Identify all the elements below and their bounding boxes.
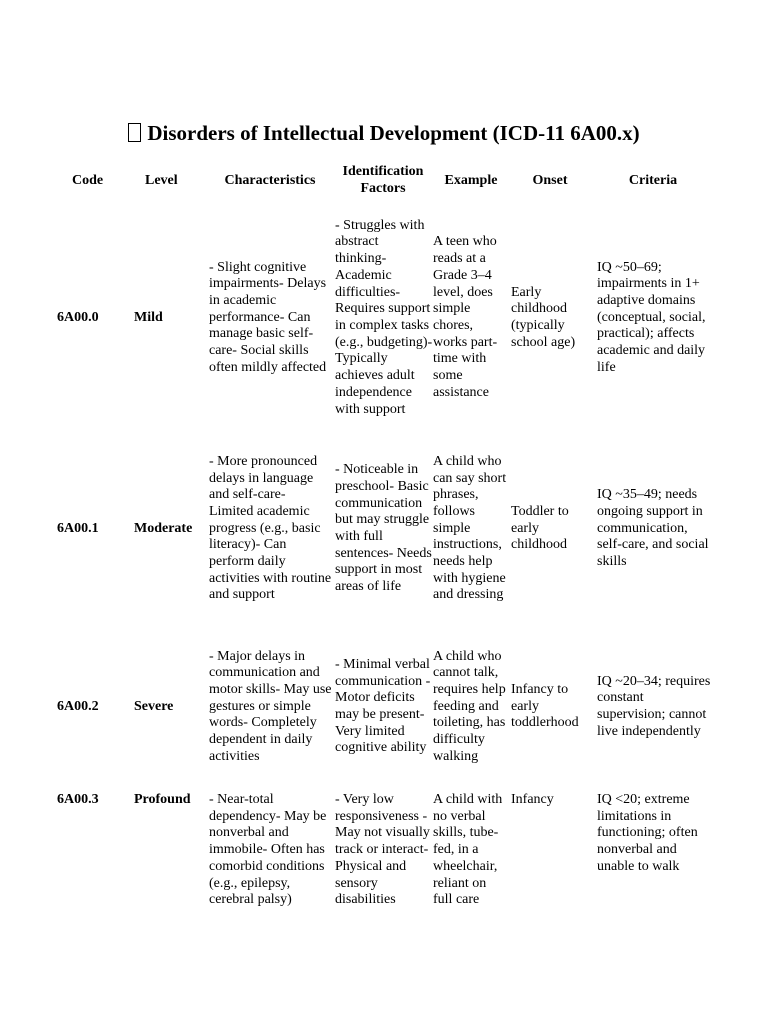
row-identification-factors: - Minimal verbal communication - Motor deficits may be present- Very limited cognitive ability bbox=[335, 656, 431, 756]
row-criteria: IQ ~35–49; needs ongoing support in communication, self-care, and social skills bbox=[597, 487, 709, 570]
row-onset: Infancy to early toddlerhood bbox=[511, 681, 579, 731]
header-level: Level bbox=[145, 172, 178, 188]
row-characteristics: - More pronounced delays in language and self-care- Limited academic progress (e.g., basic literacy)- Can perform daily activities with routine and support bbox=[209, 453, 332, 603]
header-characteristics: Characteristics bbox=[224, 172, 316, 188]
row-example: A child who can say short phrases, follows simple instructions, needs help with hygiene and dressing bbox=[433, 453, 507, 603]
row-criteria: IQ ~20–34; requires constant supervision; cannot live independently bbox=[597, 673, 711, 739]
row-onset: Infancy bbox=[511, 792, 554, 807]
header-onset: Onset bbox=[532, 172, 568, 188]
row-identification-factors: - Very low responsiveness - May not visually track or interact- Physical and sensory disabilities bbox=[335, 792, 430, 908]
header-code: Code bbox=[72, 172, 104, 188]
row-characteristics: - Slight cognitive impairments- Delays in academic performance- Can manage basic self-care- Social skills often mildly affected bbox=[209, 259, 327, 375]
row-code: 6A00.1 bbox=[57, 520, 99, 536]
row-example: A teen who reads at a Grade 3–4 level, does simple chores, works part-time with some assistance bbox=[433, 234, 498, 400]
table-row bbox=[55, 200, 715, 436]
table-row bbox=[55, 792, 715, 909]
disorders-table bbox=[55, 164, 715, 909]
row-characteristics: - Near-total dependency- May be nonverbal and immobile- Often has comorbid conditions (e.g., epilepsy, cerebral palsy) bbox=[209, 792, 327, 908]
page-title bbox=[0, 119, 768, 147]
row-criteria: IQ <20; extreme limitations in functioning; often nonverbal and unable to walk bbox=[597, 792, 698, 874]
row-level: Profound bbox=[134, 792, 191, 807]
table-header bbox=[55, 164, 715, 200]
row-code: 6A00.0 bbox=[57, 309, 99, 325]
row-code: 6A00.3 bbox=[57, 792, 99, 807]
page-title-text: Disorders of Intellectual Development (ICD-11 6A00.x) bbox=[147, 121, 640, 145]
row-level: Severe bbox=[134, 698, 174, 714]
header-example: Example bbox=[444, 172, 498, 188]
row-criteria: IQ ~50–69; impairments in 1+ adaptive domains (conceptual, social, practical); affects academic and daily life bbox=[597, 259, 706, 375]
table-row bbox=[55, 622, 715, 792]
row-onset: Early childhood (typically school age) bbox=[511, 284, 576, 350]
row-onset: Toddler to early childhood bbox=[511, 503, 569, 553]
row-identification-factors: - Struggles with abstract thinking- Academic difficulties- Requires support in complex tasks (e.g., budgeting)- Typically achieves adult independence with support bbox=[335, 217, 433, 417]
row-identification-factors: - Noticeable in preschool- Basic communication but may struggle with full sentences- Needs support in most areas of life bbox=[335, 462, 432, 595]
row-example: A child with no verbal skills, tube-fed, in a wheelchair, reliant on full care bbox=[433, 792, 503, 908]
row-level: Moderate bbox=[134, 520, 193, 536]
row-level: Mild bbox=[134, 309, 163, 325]
row-characteristics: - Major delays in communication and motor skills- May use gestures or simple words- Completely dependent in daily activities bbox=[209, 648, 332, 764]
row-code: 6A00.2 bbox=[57, 698, 99, 714]
table-row bbox=[55, 436, 715, 622]
row-example: A child who cannot talk, requires help feeding and toileting, has difficulty walking bbox=[433, 648, 506, 764]
emoji-placeholder-icon bbox=[128, 123, 141, 142]
header-identification-factors: Identification Factors bbox=[342, 164, 424, 196]
header-criteria: Criteria bbox=[628, 172, 678, 188]
